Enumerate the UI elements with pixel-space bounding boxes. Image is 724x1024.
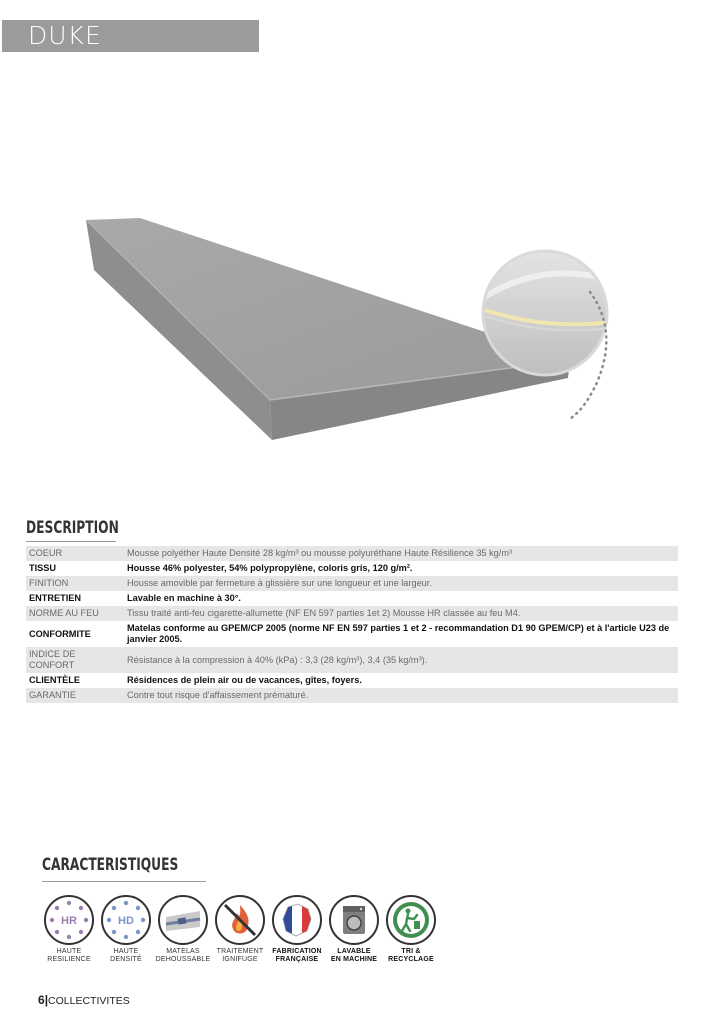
- description-heading: DESCRIPTION: [26, 518, 119, 538]
- no-fire-icon: [215, 895, 265, 945]
- washing-machine-icon: [329, 895, 379, 945]
- row-label: CLIENTÈLE: [26, 673, 124, 688]
- hd-icon: [101, 895, 151, 945]
- page-number: 6: [38, 993, 45, 1007]
- table-row: [26, 606, 678, 621]
- characteristic-label: HAUTE RESILIENCE: [47, 948, 91, 963]
- characteristics-icons: [36, 895, 446, 975]
- table-row: [26, 688, 678, 703]
- mattress-illustration: [0, 60, 724, 500]
- row-label: NORME AU FEU: [26, 606, 124, 621]
- characteristics-underline: [42, 881, 206, 882]
- characteristic-label: TRI & RECYCLAGE: [388, 948, 434, 963]
- row-label: TISSU: [26, 561, 124, 576]
- row-value: Mousse polyéther Haute Densité 28 kg/m³ ou mousse polyuréthane Haute Résilience 35 kg/m³: [124, 546, 678, 561]
- characteristic-label: HAUTE DENSITÉ: [110, 948, 142, 963]
- characteristic-label: MATELAS DEHOUSSABLE: [155, 948, 211, 963]
- hd-badge-text: HD: [118, 915, 134, 927]
- description-table: [26, 546, 678, 703]
- table-row: [26, 561, 678, 576]
- row-value: Résidences de plein air ou de vacances, gîtes, foyers.: [124, 673, 678, 688]
- row-label: COEUR: [26, 546, 124, 561]
- row-value: Matelas conforme au GPEM/CP 2005 (norme NF EN 597 parties 1 et 2 - recommandation D1 90 GPEM/CP) et à l'article U23 de janvier 2005.: [124, 621, 678, 647]
- table-row: [26, 576, 678, 591]
- product-title: DUKE: [28, 21, 102, 50]
- table-row: [26, 647, 678, 673]
- recycling-icon: [386, 895, 436, 945]
- page-footer: 6|COLLECTIVITES: [38, 993, 130, 1007]
- characteristics-heading: CARACTERISTIQUES: [42, 855, 179, 875]
- row-value: Résistance à la compression à 40% (kPa) : 3,3 (28 kg/m³), 3,4 (35 kg/m³).: [124, 647, 678, 673]
- product-title-bar: [2, 20, 259, 52]
- hr-badge-text: HR: [61, 915, 77, 927]
- row-value: Lavable en machine à 30°.: [124, 591, 678, 606]
- france-map-icon: [272, 895, 322, 945]
- description-underline: [26, 541, 116, 542]
- row-value: Contre tout risque d'affaissement prématuré.: [124, 688, 678, 703]
- characteristic-recyclage: [378, 895, 444, 964]
- row-value: Housse amovible par fermeture à glissière sur une longueur et une largeur.: [124, 576, 678, 591]
- row-label: INDICE DE CONFORT: [26, 647, 124, 673]
- row-label: CONFORMITE: [26, 621, 124, 647]
- footer-section: COLLECTIVITES: [48, 995, 130, 1007]
- row-label: ENTRETIEN: [26, 591, 124, 606]
- row-value: Housse 46% polyester, 54% polypropylène, coloris gris, 120 g/m².: [124, 561, 678, 576]
- row-label: GARANTIE: [26, 688, 124, 703]
- row-value: Tissu traité anti-feu cigarette-allumette (NF EN 597 parties 1et 2) Mousse HR classée au feu M4.: [124, 606, 678, 621]
- row-label: FINITION: [26, 576, 124, 591]
- characteristic-label: FABRICATION FRANÇAISE: [272, 948, 322, 963]
- hr-icon: [44, 895, 94, 945]
- table-row: [26, 621, 678, 647]
- characteristic-label: LAVABLE EN MACHINE: [330, 948, 378, 963]
- characteristic-label: TRAITEMENT IGNIFUGE: [216, 948, 264, 963]
- table-row: [26, 591, 678, 606]
- table-row: [26, 546, 678, 561]
- table-row: [26, 673, 678, 688]
- zipper-icon: [158, 895, 208, 945]
